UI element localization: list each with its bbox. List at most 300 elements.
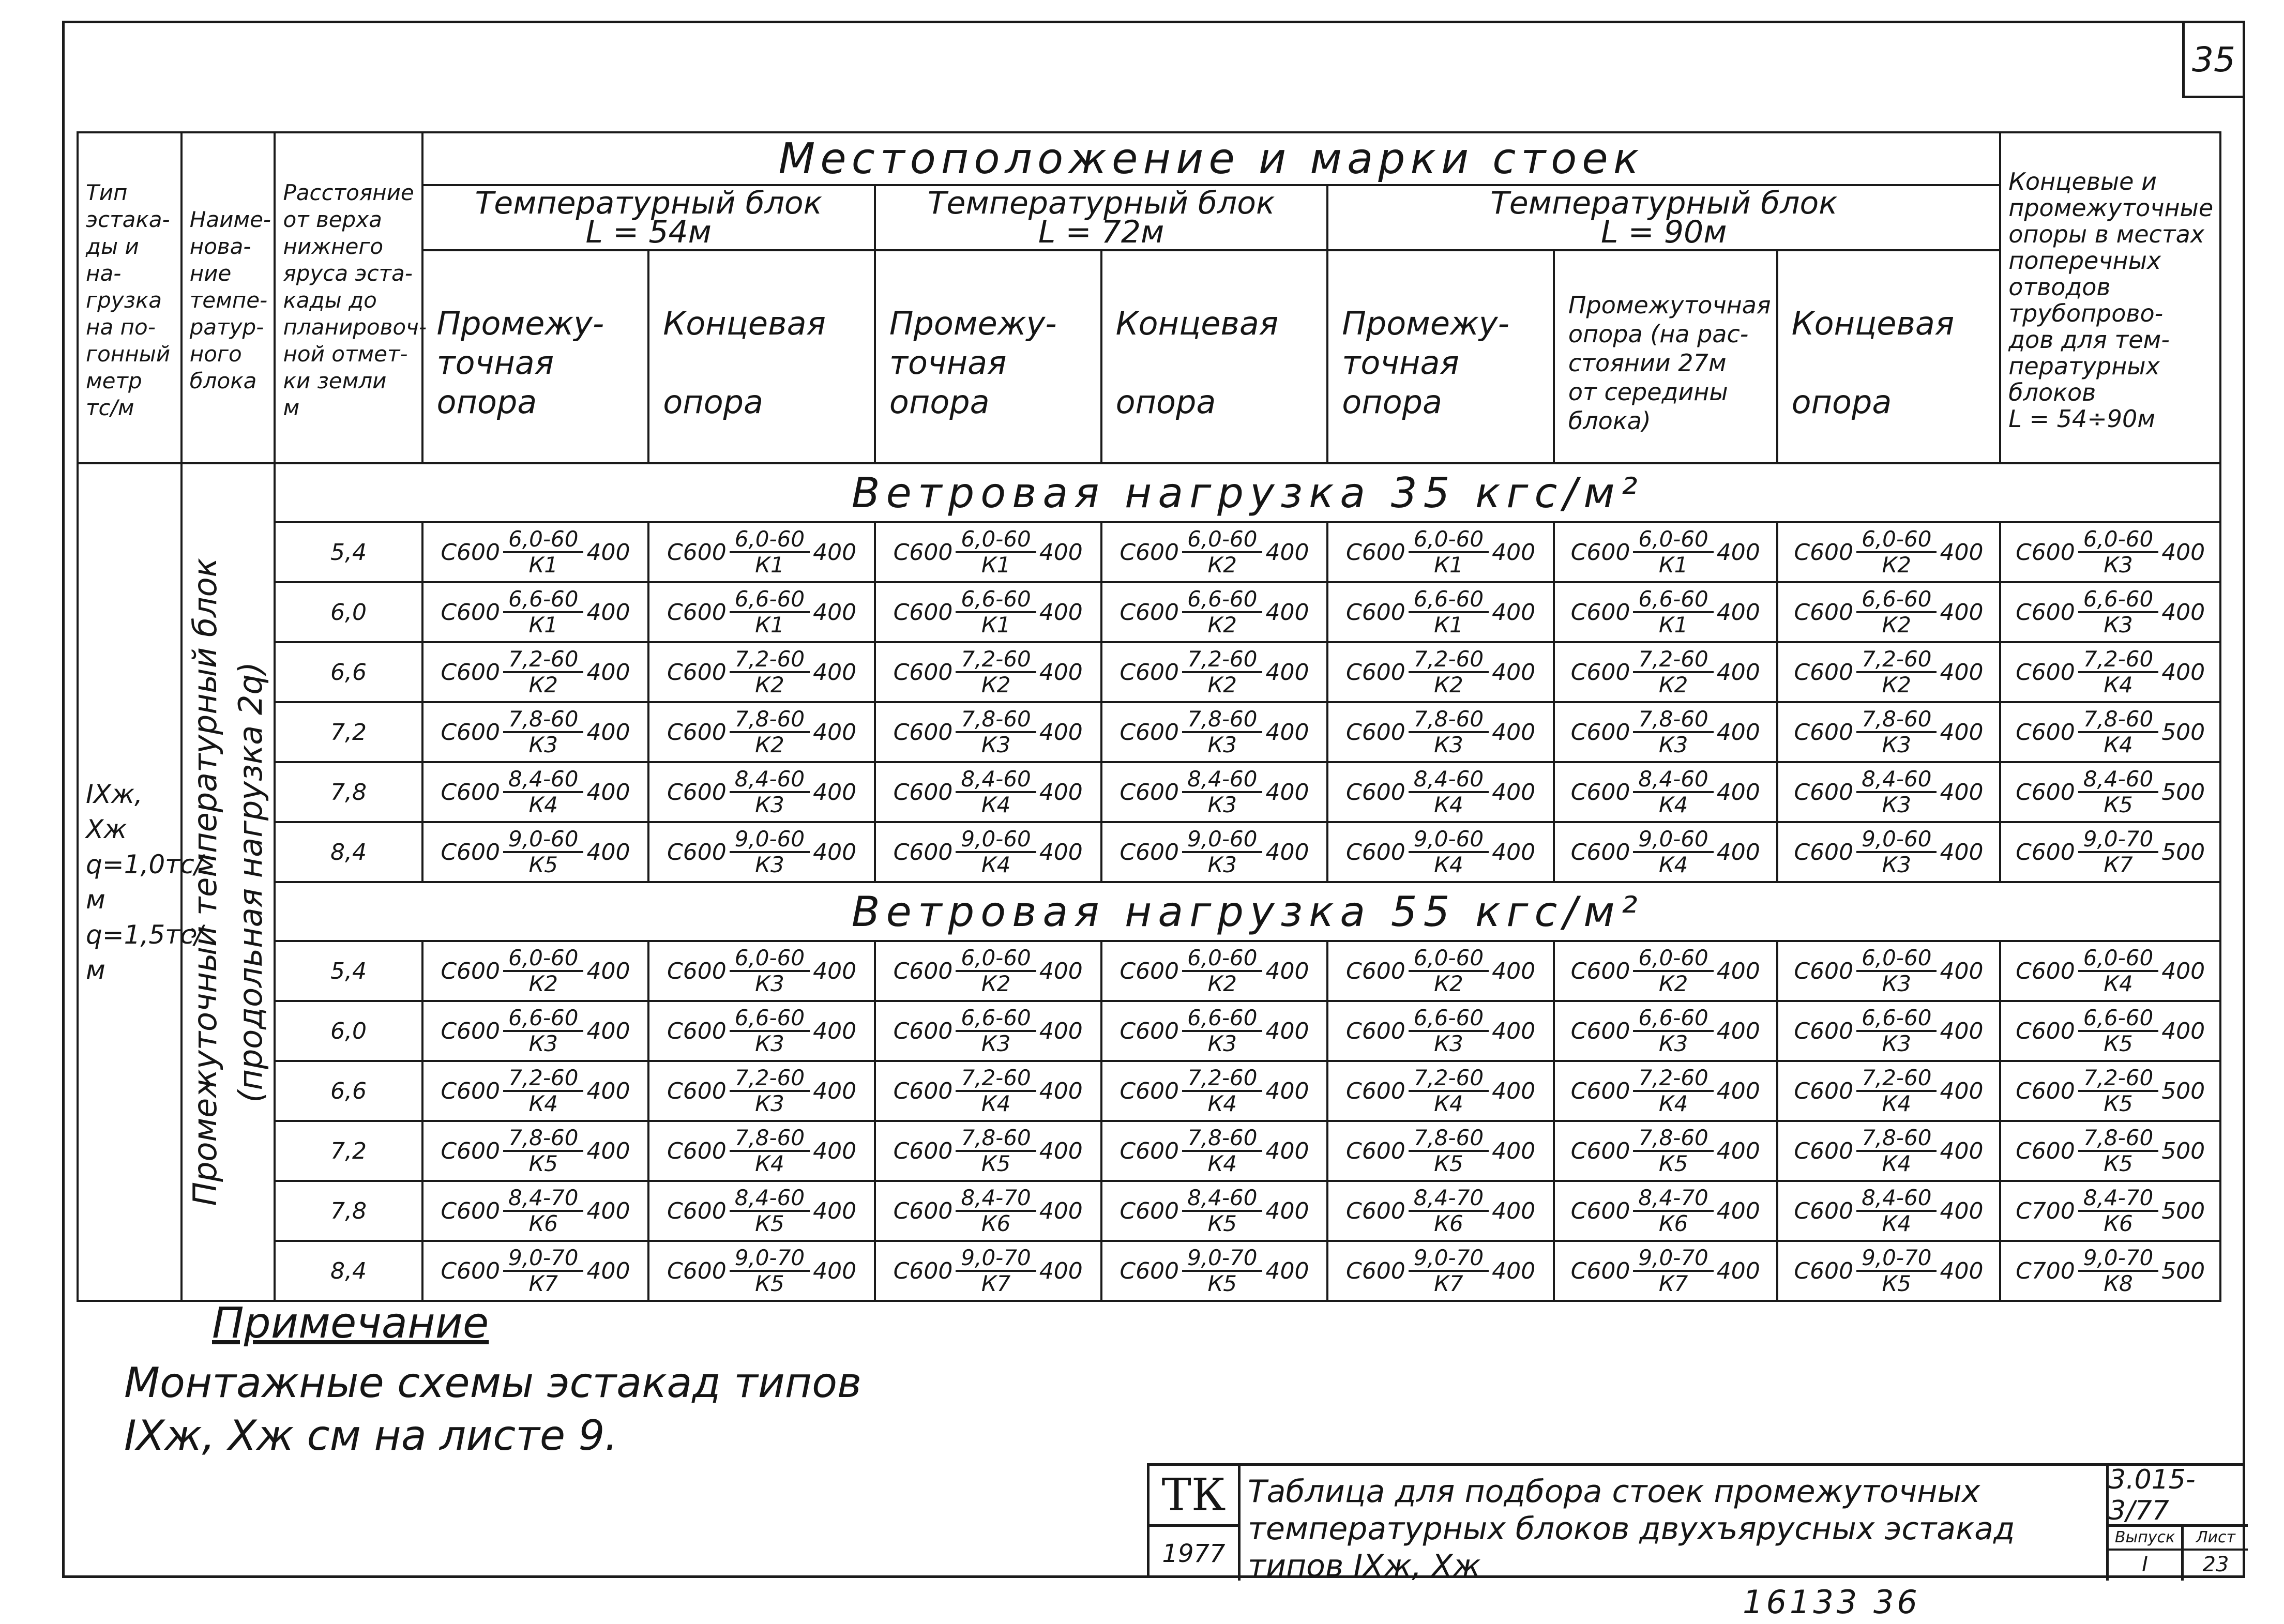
mark-denominator: К5: [2104, 1031, 2133, 1056]
mark-prefix: С600: [1570, 659, 1630, 686]
mark-numerator: 8,4-60: [730, 767, 810, 793]
mark-prefix: С600: [1570, 1137, 1630, 1164]
mark-suffix: 400: [813, 599, 857, 626]
mark-suffix: 400: [813, 719, 857, 746]
mark-suffix: 400: [1039, 659, 1083, 686]
mark-denominator: К2: [1434, 672, 1463, 697]
mark-numerator: 6,0-60: [1856, 527, 1937, 553]
distance-cell: 7,8: [275, 762, 422, 822]
mark-prefix: С600: [1794, 1137, 1854, 1164]
mark-denominator: К7: [1658, 1271, 1688, 1296]
mark-suffix: 500: [2161, 719, 2205, 746]
mark-prefix: С600: [893, 779, 953, 806]
mark-denominator: К7: [981, 1271, 1011, 1296]
mark-denominator: К4: [1207, 1151, 1237, 1176]
table-row: [78, 1241, 2220, 1301]
mark-prefix: С600: [1120, 539, 1179, 566]
mark-suffix: 400: [1716, 1137, 1760, 1164]
mark-fraction: [956, 647, 1036, 697]
mark-numerator: 7,8-60: [730, 1126, 810, 1152]
column-mark-cell: [2000, 522, 2220, 582]
mark-prefix: С600: [2016, 599, 2075, 626]
column-mark-cell: [648, 522, 875, 582]
mark-prefix: С600: [1346, 1137, 1405, 1164]
mark-suffix: 400: [2161, 599, 2205, 626]
column-mark: [649, 1006, 874, 1056]
column-mark: [876, 587, 1100, 637]
mark-denominator: К3: [981, 732, 1011, 757]
mark-numerator: 8,4-60: [1409, 767, 1489, 793]
mark-denominator: К1: [528, 612, 558, 638]
mark-denominator: К3: [981, 1031, 1011, 1056]
mark-denominator: К3: [1207, 792, 1237, 817]
mark-prefix: С600: [1346, 1197, 1405, 1224]
mark-fraction: [2078, 647, 2158, 697]
table-row: [78, 1001, 2220, 1061]
table-row: [78, 642, 2220, 702]
mark-suffix: 400: [813, 958, 857, 984]
mark-fraction: [503, 1126, 583, 1176]
column-mark: [1102, 1186, 1327, 1236]
mark-fraction: [1182, 1126, 1262, 1176]
column-mark: [2001, 1006, 2219, 1056]
column-mark: [1778, 527, 2000, 577]
column-mark-cell: [1101, 1241, 1328, 1301]
column-mark-cell: [2000, 582, 2220, 642]
mark-numerator: 7,8-60: [1633, 1126, 1713, 1152]
mark-suffix: 400: [1265, 839, 1309, 866]
mark-fraction: [1182, 707, 1262, 757]
mark-numerator: 7,8-60: [1182, 707, 1262, 733]
column-mark: [1328, 1006, 1553, 1056]
mark-fraction: [1633, 647, 1713, 697]
mark-suffix: 500: [2161, 1137, 2205, 1164]
mark-fraction: [2078, 527, 2158, 577]
mark-numerator: 6,6-60: [503, 1006, 583, 1032]
mark-fraction: [1856, 1006, 1937, 1056]
mark-numerator: 6,6-60: [1633, 587, 1713, 613]
column-mark-cell: [2000, 822, 2220, 882]
column-mark-cell: [1101, 642, 1328, 702]
column-mark: [1328, 827, 1553, 877]
mark-fraction: [1182, 647, 1262, 697]
column-mark: [649, 1246, 874, 1296]
mark-numerator: 7,2-60: [503, 647, 583, 673]
column-mark: [1778, 1066, 2000, 1116]
column-mark-cell: [875, 941, 1101, 1001]
mark-denominator: К1: [1658, 552, 1688, 578]
mark-numerator: 9,0-70: [1182, 1246, 1262, 1272]
mark-numerator: 9,0-70: [1856, 1246, 1937, 1272]
mark-suffix: 400: [1265, 1077, 1309, 1104]
mark-denominator: К3: [755, 1091, 784, 1116]
mark-fraction: [1856, 587, 1937, 637]
mark-denominator: К1: [1658, 612, 1688, 638]
column-mark: [1102, 587, 1327, 637]
column-mark-cell: [1777, 1061, 2001, 1121]
mark-numerator: 7,2-60: [730, 647, 810, 673]
header-block-90: Температурный блок L = 90м: [1327, 185, 2000, 250]
mark-denominator: К4: [2104, 732, 2133, 757]
note-line-2: IXж, Xж см на листе 9.: [124, 1411, 618, 1460]
mark-denominator: К4: [1882, 1151, 1912, 1176]
mark-suffix: 400: [1716, 659, 1760, 686]
column-mark-cell: [422, 941, 649, 1001]
mark-numerator: 7,2-60: [2078, 1066, 2158, 1092]
column-mark-cell: [422, 1061, 649, 1121]
mark-fraction: [956, 707, 1036, 757]
mark-prefix: С700: [2016, 1197, 2075, 1224]
mark-denominator: К2: [1207, 612, 1237, 638]
column-mark: [423, 1126, 648, 1176]
mark-suffix: 400: [586, 1018, 630, 1044]
mark-numerator: 7,8-60: [1633, 707, 1713, 733]
mark-suffix: 500: [2161, 1077, 2205, 1104]
mark-denominator: К3: [1882, 792, 1912, 817]
mark-prefix: С600: [1794, 958, 1854, 984]
distance-cell: 6,0: [275, 1001, 422, 1061]
column-mark: [876, 1006, 1100, 1056]
mark-prefix: С600: [1794, 779, 1854, 806]
mark-suffix: 400: [1265, 599, 1309, 626]
mark-numerator: 7,8-60: [503, 1126, 583, 1152]
column-mark: [649, 647, 874, 697]
column-mark: [2001, 1066, 2219, 1116]
column-mark-cell: [1101, 1061, 1328, 1121]
mark-denominator: К3: [755, 852, 784, 877]
column-mark-cell: [1101, 1181, 1328, 1241]
mark-fraction: [503, 827, 583, 877]
mark-denominator: К4: [2104, 672, 2133, 697]
column-mark-cell: [1554, 582, 1777, 642]
mark-denominator: К7: [1434, 1271, 1463, 1296]
mark-suffix: 400: [1039, 1077, 1083, 1104]
mark-denominator: К2: [1882, 672, 1912, 697]
column-mark: [423, 946, 648, 996]
mark-prefix: С600: [1120, 719, 1179, 746]
mark-fraction: [2078, 1066, 2158, 1116]
mark-fraction: [1633, 827, 1713, 877]
mark-fraction: [730, 1006, 810, 1056]
mark-denominator: К5: [1882, 1271, 1912, 1296]
mark-suffix: 400: [1492, 599, 1536, 626]
mark-denominator: К4: [2104, 971, 2133, 996]
mark-denominator: К3: [1434, 732, 1463, 757]
column-mark: [1778, 946, 2000, 996]
mark-numerator: 6,6-60: [956, 1006, 1036, 1032]
column-mark-cell: [2000, 1001, 2220, 1061]
distance-cell: 6,6: [275, 642, 422, 702]
mark-suffix: 400: [1265, 958, 1309, 984]
mark-fraction: [730, 647, 810, 697]
column-mark-cell: [1327, 582, 1554, 642]
mark-suffix: 400: [1940, 1018, 1984, 1044]
mark-prefix: С600: [667, 599, 727, 626]
mark-prefix: С600: [1120, 1257, 1179, 1284]
mark-fraction: [503, 1006, 583, 1056]
mark-prefix: С600: [1120, 599, 1179, 626]
stamp-code: 3.015-3/77: [2106, 1466, 2248, 1527]
mark-suffix: 400: [1492, 839, 1536, 866]
mark-fraction: [956, 1006, 1036, 1056]
column-mark-cell: [875, 582, 1101, 642]
mark-prefix: С600: [1570, 539, 1630, 566]
column-mark-cell: [2000, 762, 2220, 822]
mark-numerator: 6,0-60: [1633, 946, 1713, 972]
mark-denominator: К4: [1658, 1091, 1688, 1116]
column-mark: [1102, 1246, 1327, 1296]
mark-suffix: 400: [1716, 779, 1760, 806]
table-row: [78, 822, 2220, 882]
column-mark-cell: [1101, 702, 1328, 762]
mark-prefix: С600: [1570, 599, 1630, 626]
mark-prefix: С600: [1794, 839, 1854, 866]
mark-fraction: [2078, 827, 2158, 877]
stamp-issue-label: Выпуск: [2109, 1527, 2181, 1551]
mark-denominator: К7: [528, 1271, 558, 1296]
column-mark: [649, 1066, 874, 1116]
column-mark-cell: [422, 642, 649, 702]
mark-suffix: 400: [2161, 1018, 2205, 1044]
column-mark-cell: [1554, 941, 1777, 1001]
mark-prefix: С600: [893, 659, 953, 686]
mark-numerator: 6,0-60: [1409, 946, 1489, 972]
column-mark-cell: [422, 702, 649, 762]
distance-cell: 6,0: [275, 582, 422, 642]
column-mark-cell: [1777, 941, 2001, 1001]
mark-prefix: С600: [1120, 659, 1179, 686]
mark-denominator: К2: [1207, 971, 1237, 996]
mark-prefix: С600: [1794, 659, 1854, 686]
column-mark-cell: [1327, 941, 1554, 1001]
column-mark: [1555, 946, 1776, 996]
column-mark-cell: [422, 522, 649, 582]
mark-numerator: 6,6-60: [1856, 1006, 1937, 1032]
column-mark: [649, 767, 874, 817]
mark-fraction: [730, 1066, 810, 1116]
mark-denominator: К3: [1434, 1031, 1463, 1056]
mark-prefix: С600: [1794, 1018, 1854, 1044]
mark-numerator: 6,0-60: [2078, 527, 2158, 553]
mark-numerator: 6,0-60: [1856, 946, 1937, 972]
mark-prefix: С600: [1120, 779, 1179, 806]
mark-fraction: [1409, 527, 1489, 577]
column-mark: [1778, 1246, 2000, 1296]
column-mark-cell: [648, 822, 875, 882]
column-mark: [1555, 1006, 1776, 1056]
mark-prefix: С600: [441, 599, 501, 626]
mark-suffix: 400: [1039, 839, 1083, 866]
column-mark-cell: [648, 1001, 875, 1061]
column-mark: [1555, 647, 1776, 697]
distance-cell: 8,4: [275, 1241, 422, 1301]
mark-denominator: К6: [2104, 1211, 2133, 1236]
column-mark: [1778, 1006, 2000, 1056]
column-mark: [649, 827, 874, 877]
column-mark-cell: [875, 702, 1101, 762]
mark-suffix: 400: [1039, 719, 1083, 746]
mark-fraction: [1182, 946, 1262, 996]
mark-fraction: [503, 946, 583, 996]
stamp-issue-value: I: [2142, 1553, 2148, 1576]
mark-prefix: С600: [1120, 1137, 1179, 1164]
mark-denominator: К3: [1207, 732, 1237, 757]
mark-suffix: 400: [813, 1077, 857, 1104]
column-mark-cell: [1554, 1181, 1777, 1241]
subhead-1: Промежу- точная опора: [422, 250, 649, 463]
subhead-5: Промежу- точная опора: [1327, 250, 1554, 463]
column-mark: [1555, 767, 1776, 817]
mark-denominator: К2: [981, 971, 1011, 996]
mark-prefix: С600: [893, 1257, 953, 1284]
mark-suffix: 400: [813, 1257, 857, 1284]
column-mark-cell: [2000, 642, 2220, 702]
mark-denominator: К3: [1882, 852, 1912, 877]
column-mark: [1555, 587, 1776, 637]
mark-prefix: С600: [1570, 839, 1630, 866]
column-mark-cell: [648, 1121, 875, 1181]
mark-prefix: С600: [1794, 1197, 1854, 1224]
mark-denominator: К3: [755, 971, 784, 996]
mark-denominator: К8: [2104, 1271, 2133, 1296]
mark-prefix: С600: [1794, 539, 1854, 566]
mark-suffix: 400: [1716, 599, 1760, 626]
header-title: Местоположение и марки стоек: [422, 132, 2001, 185]
mark-fraction: [1409, 767, 1489, 817]
column-mark-cell: [648, 1241, 875, 1301]
mark-suffix: 400: [1265, 1018, 1309, 1044]
mark-suffix: 400: [1716, 1077, 1760, 1104]
mark-denominator: К5: [1658, 1151, 1688, 1176]
mark-fraction: [1856, 1126, 1937, 1176]
column-mark: [1778, 707, 2000, 757]
mark-fraction: [956, 587, 1036, 637]
column-mark-cell: [1101, 941, 1328, 1001]
column-mark-cell: [1777, 522, 2001, 582]
block-name-cell: [181, 463, 275, 1301]
column-mark-cell: [875, 1061, 1101, 1121]
mark-fraction: [1633, 527, 1713, 577]
mark-prefix: С600: [1346, 1018, 1405, 1044]
mark-denominator: К4: [1207, 1091, 1237, 1116]
mark-numerator: 6,6-60: [1856, 587, 1937, 613]
mark-suffix: 400: [1716, 958, 1760, 984]
stamp-sheet: [2184, 1527, 2248, 1581]
mark-numerator: 6,6-60: [2078, 1006, 2158, 1032]
mark-denominator: К2: [528, 971, 558, 996]
distance-cell: 7,8: [275, 1181, 422, 1241]
column-mark-cell: [1101, 582, 1328, 642]
mark-denominator: К3: [528, 1031, 558, 1056]
stamp-title: Таблица для подбора стоек промежуточных температурных блоков двухъярусных эстакад типов IXж, Xж: [1248, 1474, 2015, 1584]
column-mark: [1555, 1186, 1776, 1236]
archive-number: 16133 36: [1743, 1583, 1920, 1621]
mark-numerator: 9,0-70: [956, 1246, 1036, 1272]
mark-numerator: 8,4-60: [1633, 767, 1713, 793]
mark-denominator: К3: [528, 732, 558, 757]
mark-fraction: [1182, 1006, 1262, 1056]
column-mark-cell: [1554, 702, 1777, 762]
column-mark: [876, 1186, 1100, 1236]
note-line-1: Монтажные схемы эстакад типов: [124, 1359, 862, 1407]
mark-prefix: С600: [1794, 1257, 1854, 1284]
column-mark-cell: [2000, 702, 2220, 762]
mark-numerator: 9,0-60: [1182, 827, 1262, 853]
mark-suffix: 400: [1940, 958, 1984, 984]
table-row: [78, 1061, 2220, 1121]
mark-fraction: [730, 527, 810, 577]
mark-numerator: 6,0-60: [1409, 527, 1489, 553]
column-mark: [1328, 587, 1553, 637]
mark-suffix: 400: [586, 659, 630, 686]
mark-fraction: [1633, 1186, 1713, 1236]
mark-fraction: [503, 1066, 583, 1116]
mark-prefix: С600: [893, 1137, 953, 1164]
column-mark: [1102, 1006, 1327, 1056]
mark-denominator: К4: [1882, 1211, 1912, 1236]
mark-numerator: 9,0-70: [2078, 827, 2158, 853]
mark-fraction: [2078, 707, 2158, 757]
column-mark: [649, 946, 874, 996]
mark-fraction: [1409, 1006, 1489, 1056]
mark-numerator: 8,4-60: [1182, 767, 1262, 793]
mark-prefix: С600: [1570, 1197, 1630, 1224]
column-mark-cell: [422, 1241, 649, 1301]
mark-suffix: 400: [1265, 719, 1309, 746]
column-mark: [423, 1006, 648, 1056]
table-row: [78, 941, 2220, 1001]
mark-fraction: [2078, 1246, 2158, 1296]
mark-fraction: [503, 527, 583, 577]
mark-suffix: 400: [1039, 1018, 1083, 1044]
mark-denominator: К1: [755, 612, 784, 638]
column-mark-cell: [875, 1001, 1101, 1061]
mark-numerator: 8,4-60: [1182, 1186, 1262, 1212]
mark-suffix: 400: [2161, 539, 2205, 566]
mark-denominator: К2: [1207, 672, 1237, 697]
mark-numerator: 8,4-70: [956, 1186, 1036, 1212]
mark-fraction: [956, 527, 1036, 577]
mark-denominator: К2: [1658, 672, 1688, 697]
mark-prefix: С600: [1570, 958, 1630, 984]
mark-suffix: 400: [1265, 1257, 1309, 1284]
column-mark-cell: [1554, 762, 1777, 822]
mark-suffix: 400: [1039, 1137, 1083, 1164]
column-mark: [2001, 587, 2219, 637]
mark-fraction: [730, 946, 810, 996]
mark-denominator: К6: [1658, 1211, 1688, 1236]
mark-numerator: 6,0-60: [956, 946, 1036, 972]
column-mark: [1555, 1126, 1776, 1176]
mark-numerator: 7,8-60: [1856, 1126, 1937, 1152]
mark-suffix: 400: [1940, 839, 1984, 866]
mark-denominator: К5: [528, 1151, 558, 1176]
column-mark-cell: [422, 1001, 649, 1061]
mark-denominator: К3: [2104, 552, 2133, 578]
mark-numerator: 9,0-70: [730, 1246, 810, 1272]
mark-fraction: [1409, 647, 1489, 697]
page-number: 35: [2182, 21, 2245, 98]
column-mark-cell: [1777, 1241, 2001, 1301]
mark-numerator: 8,4-70: [2078, 1186, 2158, 1212]
column-mark: [1328, 527, 1553, 577]
column-mark: [876, 647, 1100, 697]
mark-suffix: 400: [1265, 779, 1309, 806]
mark-fraction: [956, 946, 1036, 996]
mark-denominator: К1: [755, 552, 784, 578]
column-mark: [1328, 1246, 1553, 1296]
column-mark-cell: [875, 522, 1101, 582]
